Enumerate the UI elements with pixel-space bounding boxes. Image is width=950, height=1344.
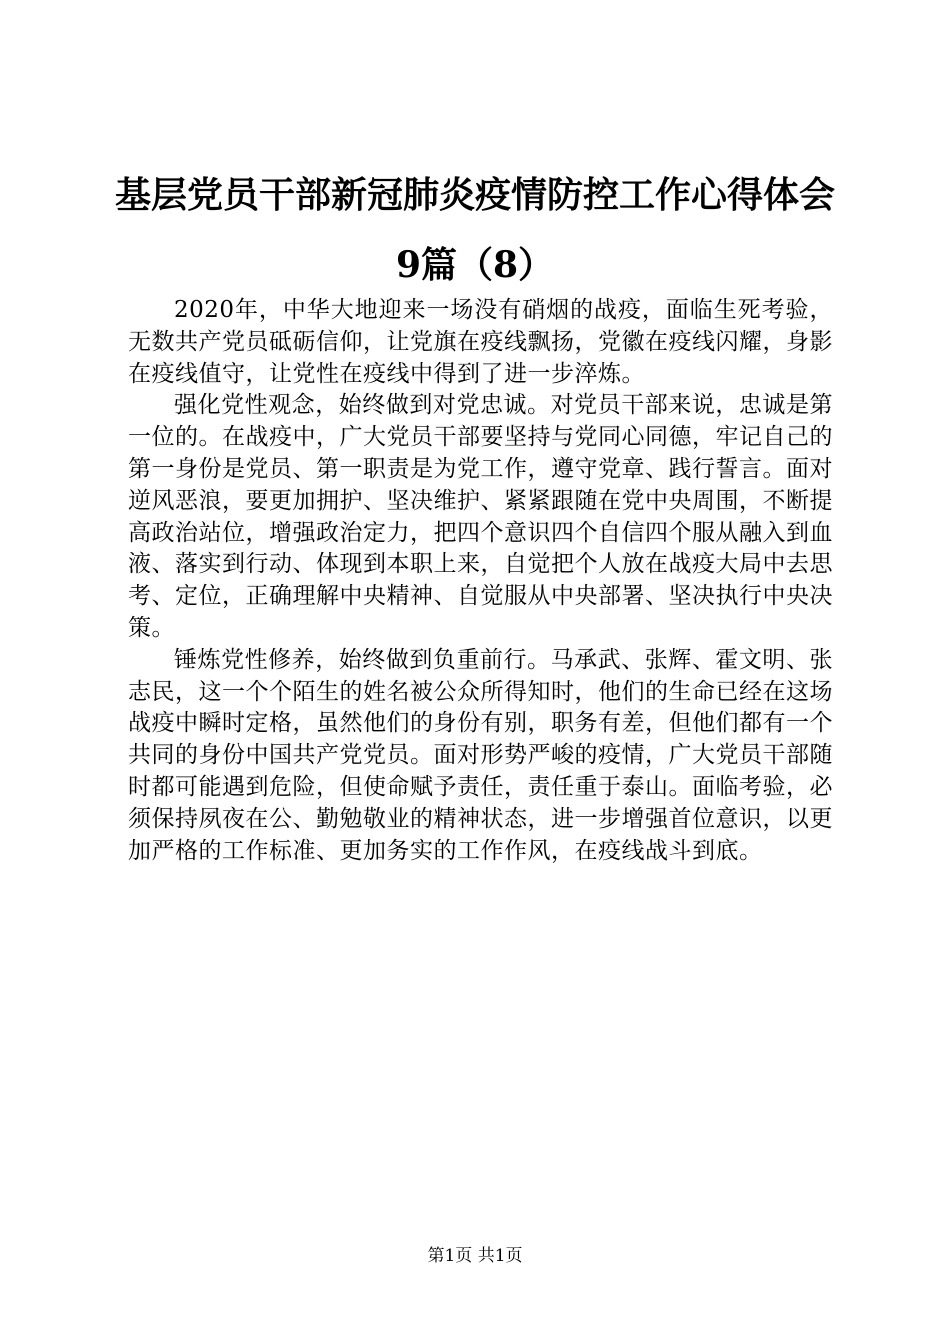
title-line-2: 9篇（8） [395, 244, 555, 286]
page-footer: 第1页 共1页 [427, 1246, 523, 1266]
title-line-1: 基层党员干部新冠肺炎疫情防控工作心得体会 [114, 174, 835, 216]
document-body [128, 295, 833, 867]
paragraph-1: 2020年，中华大地迎来一场没有硝烟的战疫，面临生死考验，无数共产党员砥砺信仰，让党旗在疫线飘扬，党徽在疫线闪耀，身影在疫线值守，让党性在疫线中得到了进一步淬炼。 [128, 297, 833, 387]
paragraph-3: 锤炼党性修养，始终做到负重前行。马承武、张辉、霍文明、张志民，这一个个陌生的姓名被公众所得知时，他们的生命已经在这场战疫中瞬时定格，虽然他们的身份有别，职务有差，但他们都有一个共同的身份中国共产党党员。面对形势严峻的疫情，广大党员干部随时都可能遇到危险，但使命赋予责任，责任重于泰山。面临考验，必须保持夙夜在公、勤勉敬业的精神状态，进一步增强首位意识，以更加严格的工作标准、更加务实的工作作风，在疫线战斗到底。 [128, 646, 833, 864]
document-title [100, 160, 850, 300]
paragraph-2: 强化党性观念，始终做到对党忠诚。对党员干部来说，忠诚是第一位的。在战疫中，广大党员干部要坚持与党同心同德，牢记自己的第一身份是党员、第一职责是为党工作，遵守党章、践行誓言。面对逆风恶浪，要更加拥护、坚决维护、紧紧跟随在党中央周围，不断提高政治站位，增强政治定力，把四个意识四个自信四个服从融入到血液、落实到行动、体现到本职上来，自觉把个人放在战疫大局中去思考、定位，正确理解中央精神、自觉服从中央部署、坚决执行中央决策。 [128, 392, 833, 641]
